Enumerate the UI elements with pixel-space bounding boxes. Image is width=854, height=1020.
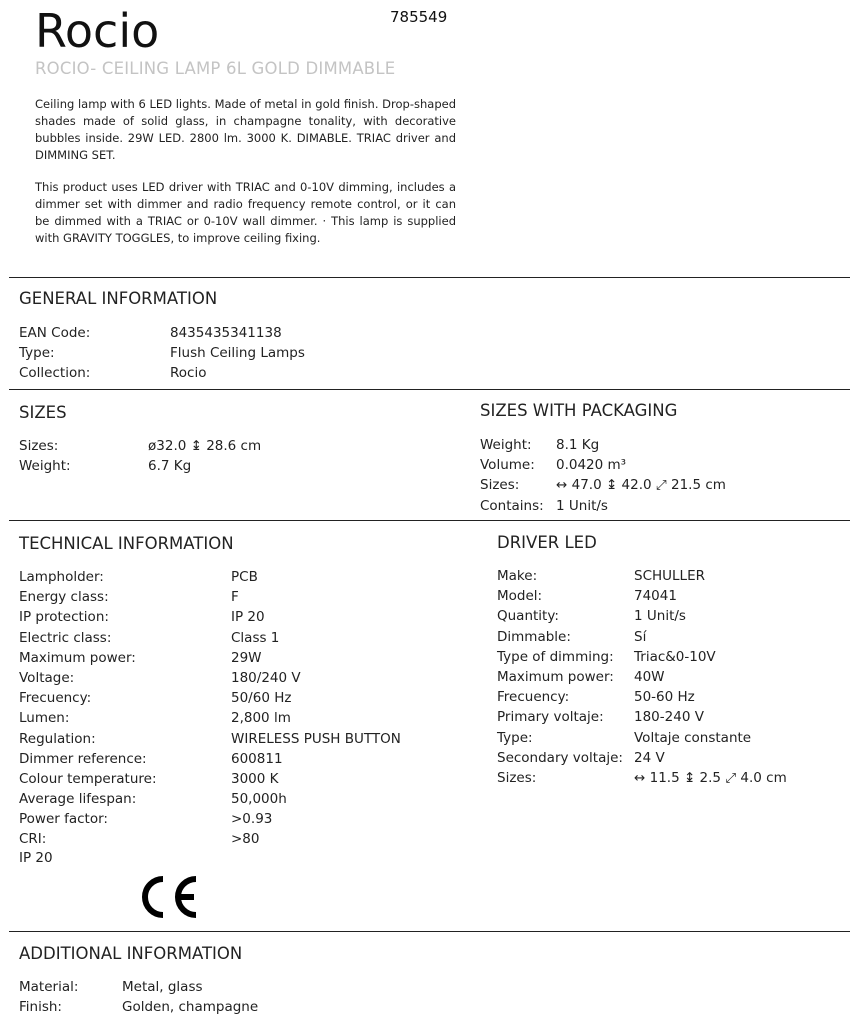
sizes-table	[19, 436, 261, 476]
table-row	[19, 688, 401, 708]
table-row	[497, 627, 787, 647]
row-label: Regulation:	[19, 730, 96, 747]
table-row	[497, 687, 787, 707]
table-row	[19, 708, 401, 728]
description-paragraph-2: This product uses LED driver with TRIAC and 0-10V dimming, includes a dimmer set with dimmer and radio frequency remote control, or it can be dimmed with a TRIAC or 0-10V wall dimmer. · This lamp is supplied with GRAVITY TOGGLES, to improve ceiling fixing.	[35, 180, 456, 245]
row-label: Sizes:	[480, 477, 520, 494]
table-row	[19, 628, 401, 648]
table-row	[19, 648, 401, 668]
divider	[9, 389, 850, 390]
row-label: Frecuency:	[19, 690, 92, 707]
table-row	[19, 343, 305, 363]
row-value: Flush Ceiling Lamps	[170, 345, 305, 362]
table-row	[19, 587, 401, 607]
table-row	[497, 647, 787, 667]
product-subtitle: ROCIO- CEILING LAMP 6L GOLD DIMMABLE	[35, 59, 396, 78]
row-value: 1 Unit/s	[556, 497, 608, 514]
description-paragraph-1: Ceiling lamp with 6 LED lights. Made of metal in gold finish. Drop-shaped shades made of solid glass, in champagne tonality, with decorative bubbles inside. 29W LED. 2800 lm. 3000 K. DIMABLE. TRIAC driver and DIMMING SET.	[35, 97, 456, 162]
row-value: IP 20	[231, 609, 265, 626]
row-value: 24 V	[634, 749, 665, 766]
row-value: F	[231, 589, 239, 606]
technical-info-heading: TECHNICAL INFORMATION	[19, 534, 234, 553]
row-value: 0.0420 m³	[556, 457, 627, 474]
row-label: Energy class:	[19, 589, 109, 606]
row-value: 50-60 Hz	[634, 689, 695, 706]
table-row	[497, 566, 787, 586]
row-value: Rocio	[170, 365, 207, 382]
table-row	[497, 667, 787, 687]
row-label: Weight:	[19, 458, 71, 475]
row-label: Maximum power:	[19, 649, 136, 666]
table-row	[19, 749, 401, 769]
row-label: Type of dimming:	[497, 648, 614, 665]
row-value: 29W	[231, 649, 262, 666]
table-row	[19, 789, 401, 809]
driver-led-heading: DRIVER LED	[497, 533, 597, 552]
additional-info-table	[19, 977, 258, 1017]
row-label: Contains:	[480, 497, 544, 514]
table-row	[497, 768, 787, 788]
general-info-table	[19, 323, 305, 384]
row-label: EAN Code:	[19, 325, 91, 341]
row-value: Voltaje constante	[634, 729, 752, 746]
row-value: 8435435341138	[170, 325, 282, 341]
product-title: Rocio	[35, 4, 160, 58]
row-value: Golden, champagne	[122, 999, 259, 1016]
table-row	[19, 323, 305, 343]
row-value: 1 Unit/s	[634, 608, 686, 625]
row-value: 600811	[231, 750, 283, 767]
row-label: Dimmer reference:	[19, 750, 147, 767]
row-value: PCB	[231, 569, 258, 585]
row-value: >80	[231, 831, 260, 848]
row-label: CRI:	[19, 831, 47, 848]
row-value: 6.7 Kg	[148, 458, 192, 475]
row-label: Quantity:	[497, 608, 559, 625]
row-label: Colour temperature:	[19, 770, 157, 787]
row-value: Class 1	[231, 629, 280, 646]
table-row	[480, 455, 726, 475]
driver-led-table	[497, 566, 787, 788]
table-row	[19, 729, 401, 749]
row-label: Secondary voltaje:	[497, 749, 623, 766]
packaging-heading: SIZES WITH PACKAGING	[480, 401, 678, 420]
table-row	[19, 769, 401, 789]
row-label: IP protection:	[19, 609, 109, 626]
additional-info-heading: ADDITIONAL INFORMATION	[19, 944, 243, 963]
packaging-table	[480, 435, 726, 516]
row-value: ø32.0 ↨ 28.6 cm	[148, 438, 262, 454]
table-row	[19, 456, 261, 476]
divider	[9, 277, 850, 278]
divider	[9, 931, 850, 932]
row-label: Sizes:	[497, 769, 537, 786]
table-row	[497, 748, 787, 768]
row-value: 74041	[634, 588, 677, 605]
table-row	[497, 728, 787, 748]
table-row	[480, 496, 726, 516]
table-row	[497, 606, 787, 626]
row-label: Weight:	[480, 437, 532, 453]
row-value: ↔ 47.0 ↨ 42.0 ⤢ 21.5 cm	[556, 477, 726, 494]
row-value: 3000 K	[231, 770, 279, 787]
table-row	[19, 977, 258, 997]
row-label: Power factor:	[19, 811, 108, 828]
table-row	[19, 363, 305, 383]
row-label: Primary voltaje:	[497, 709, 604, 726]
row-label: Model:	[497, 588, 543, 605]
table-row	[19, 829, 401, 849]
row-label: Make:	[497, 568, 538, 584]
row-value: 8.1 Kg	[556, 437, 600, 453]
row-label: Volume:	[480, 457, 535, 474]
row-value: 40W	[634, 668, 665, 685]
row-value: 180-240 V	[634, 709, 704, 726]
row-label: Voltage:	[19, 669, 75, 686]
row-value: Metal, glass	[122, 979, 203, 995]
row-label: Lampholder:	[19, 569, 104, 585]
table-row	[480, 435, 726, 455]
row-label: Frecuency:	[497, 689, 570, 706]
row-label: Sizes:	[19, 438, 59, 454]
table-row	[480, 475, 726, 495]
row-value: SCHULLER	[634, 568, 705, 584]
row-value: Sí	[634, 628, 647, 645]
product-reference: 785549	[390, 8, 448, 26]
row-label: Lumen:	[19, 710, 70, 727]
ip-rating-note: IP 20	[19, 850, 53, 866]
table-row	[19, 997, 258, 1017]
row-label: Type:	[497, 729, 533, 746]
table-row	[497, 586, 787, 606]
technical-info-table	[19, 567, 401, 850]
row-value: 50/60 Hz	[231, 690, 292, 707]
row-label: Type:	[19, 345, 55, 362]
row-value: 50,000h	[231, 791, 287, 808]
divider	[9, 520, 850, 521]
row-label: Collection:	[19, 365, 91, 382]
row-value: 2,800 lm	[231, 710, 291, 727]
table-row	[19, 668, 401, 688]
row-label: Electric class:	[19, 629, 112, 646]
general-info-heading: GENERAL INFORMATION	[19, 289, 218, 308]
row-value: WIRELESS PUSH BUTTON	[231, 730, 401, 747]
table-row	[19, 607, 401, 627]
row-value: ↔ 11.5 ↨ 2.5 ⤢ 4.0 cm	[634, 769, 787, 786]
table-row	[19, 809, 401, 829]
row-value: Triac&0-10V	[634, 648, 716, 665]
table-row	[497, 707, 787, 727]
row-value: >0.93	[231, 811, 273, 828]
table-row	[19, 436, 261, 456]
row-label: Dimmable:	[497, 628, 571, 645]
ce-mark-icon	[138, 873, 200, 921]
row-label: Average lifespan:	[19, 791, 137, 808]
sizes-heading: SIZES	[19, 403, 67, 422]
row-label: Maximum power:	[497, 668, 614, 685]
row-label: Material:	[19, 979, 79, 995]
row-label: Finish:	[19, 999, 62, 1016]
table-row	[19, 567, 401, 587]
row-value: 180/240 V	[231, 669, 301, 686]
